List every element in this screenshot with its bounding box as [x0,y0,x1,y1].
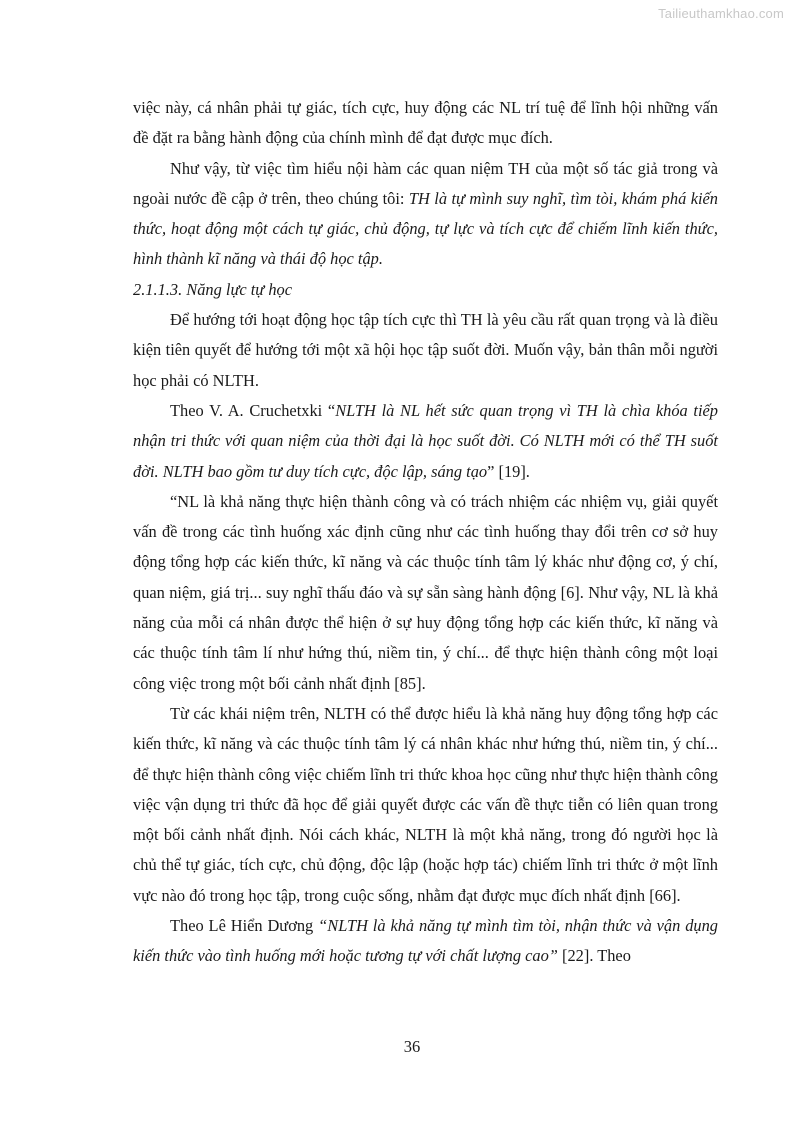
paragraph-text: Theo Lê Hiển Dương [170,916,319,936]
paragraph-nlth-summary: Từ các khái niệm trên, NLTH có thể được hiểu là khả năng huy động tổng hợp các kiến thức, kĩ năng và các thuộc tính tâm lý cá nhân khác như hứng thú, niềm tin, ý chí... để thực hiện thành công việc chiếm lĩnh tri thức khoa học cũng như thực hiện thành công việc vận dụng tri thức đã học để giải quyết được các vấn đề thực tiễn có liên quan trong một bối cảnh nhất định. Nói cách khác, NLTH là một khả năng, trong đó người học là chủ thể tự giác, tích cực, chủ động, độc lập (hoặc hợp tác) chiếm lĩnh tri thức ở một lĩnh vực nào đó trong học tập, trong cuộc sống, nhằm đạt được mục đích nhất định [66]. [133,703,718,905]
document-body [133,93,718,972]
citation: [22]. Theo [557,946,631,966]
page-number: 36 [403,1037,421,1056]
paragraph-continuation: việc này, cá nhân phải tự giác, tích cực, huy động các NL trí tuệ để lĩnh hội những vấn đề đặt ra bằng hành động của chính mình để đạt được mục đích. [133,98,718,148]
watermark: Tailieuthamkhao.com [658,6,784,21]
italic-definition: TH là tự mình suy nghĩ, tìm tòi, khám phá kiến thức, hoạt động một cách tự giác, chủ động, tự lực và tích cực để chiếm lĩnh kiến thức, hình thành kĩ năng và thái độ học tập. [133,188,718,269]
paragraph-text: Như vậy, từ việc tìm hiểu nội hàm các quan niệm TH của một số tác giả trong và ngoài nước đề cập ở trên, theo chúng tôi: [133,158,718,208]
paragraph-text: Theo V. A. Cruchetxki “ [170,400,336,420]
italic-quote: “NLTH là khả năng tự mình tìm tòi, nhận thức và vận dụng kiến thức vào tình huống mới hoặc tương tự với chất lượng cao” [133,916,718,966]
paragraph-nl-definition: “NL là khả năng thực hiện thành công và có trách nhiệm các nhiệm vụ, giải quyết vấn đề trong các tình huống xác định cũng như các tình huống thay đổi trên cơ sở huy động tổng hợp các kiến thức, kĩ năng và các thuộc tính tâm lý khác như động cơ, ý chí, quan niệm, giá trị... suy nghĩ thấu đáo và sự sẵn sàng hành động [6]. Như vậy, NL là khả năng của mỗi cá nhân được thể hiện ở sự huy động tổng hợp các kiến thức, kĩ năng và các thuộc tính tâm lí như hứng thú, niềm tin, ý chí... để thực hiện thành công một loại công việc trong một bối cảnh nhất định [85]. [133,491,718,693]
italic-quote: NLTH là NL hết sức quan trọng vì TH là chìa khóa tiếp nhận tri thức với quan niệm của thời đại là học suốt đời. Có NLTH mới có thể TH suốt đời. NLTH bao gồm tư duy tích cực, độc lập, sáng tạo [133,400,718,481]
paragraph-nlth-intro: Để hướng tới hoạt động học tập tích cực thì TH là yêu cầu rất quan trọng và là điều kiện tiên quyết để hướng tới một xã hội học tập suốt đời. Muốn vậy, bản thân mỗi người học phải có NLTH. [133,310,718,390]
paragraph-th-definition [133,154,718,275]
paragraph-cruchetxki-quote [133,396,718,487]
section-heading: 2.1.1.3. Năng lực tự học [133,279,293,299]
citation: ” [19]. [487,461,530,481]
paragraph-le-hien-duong-quote [133,911,718,972]
